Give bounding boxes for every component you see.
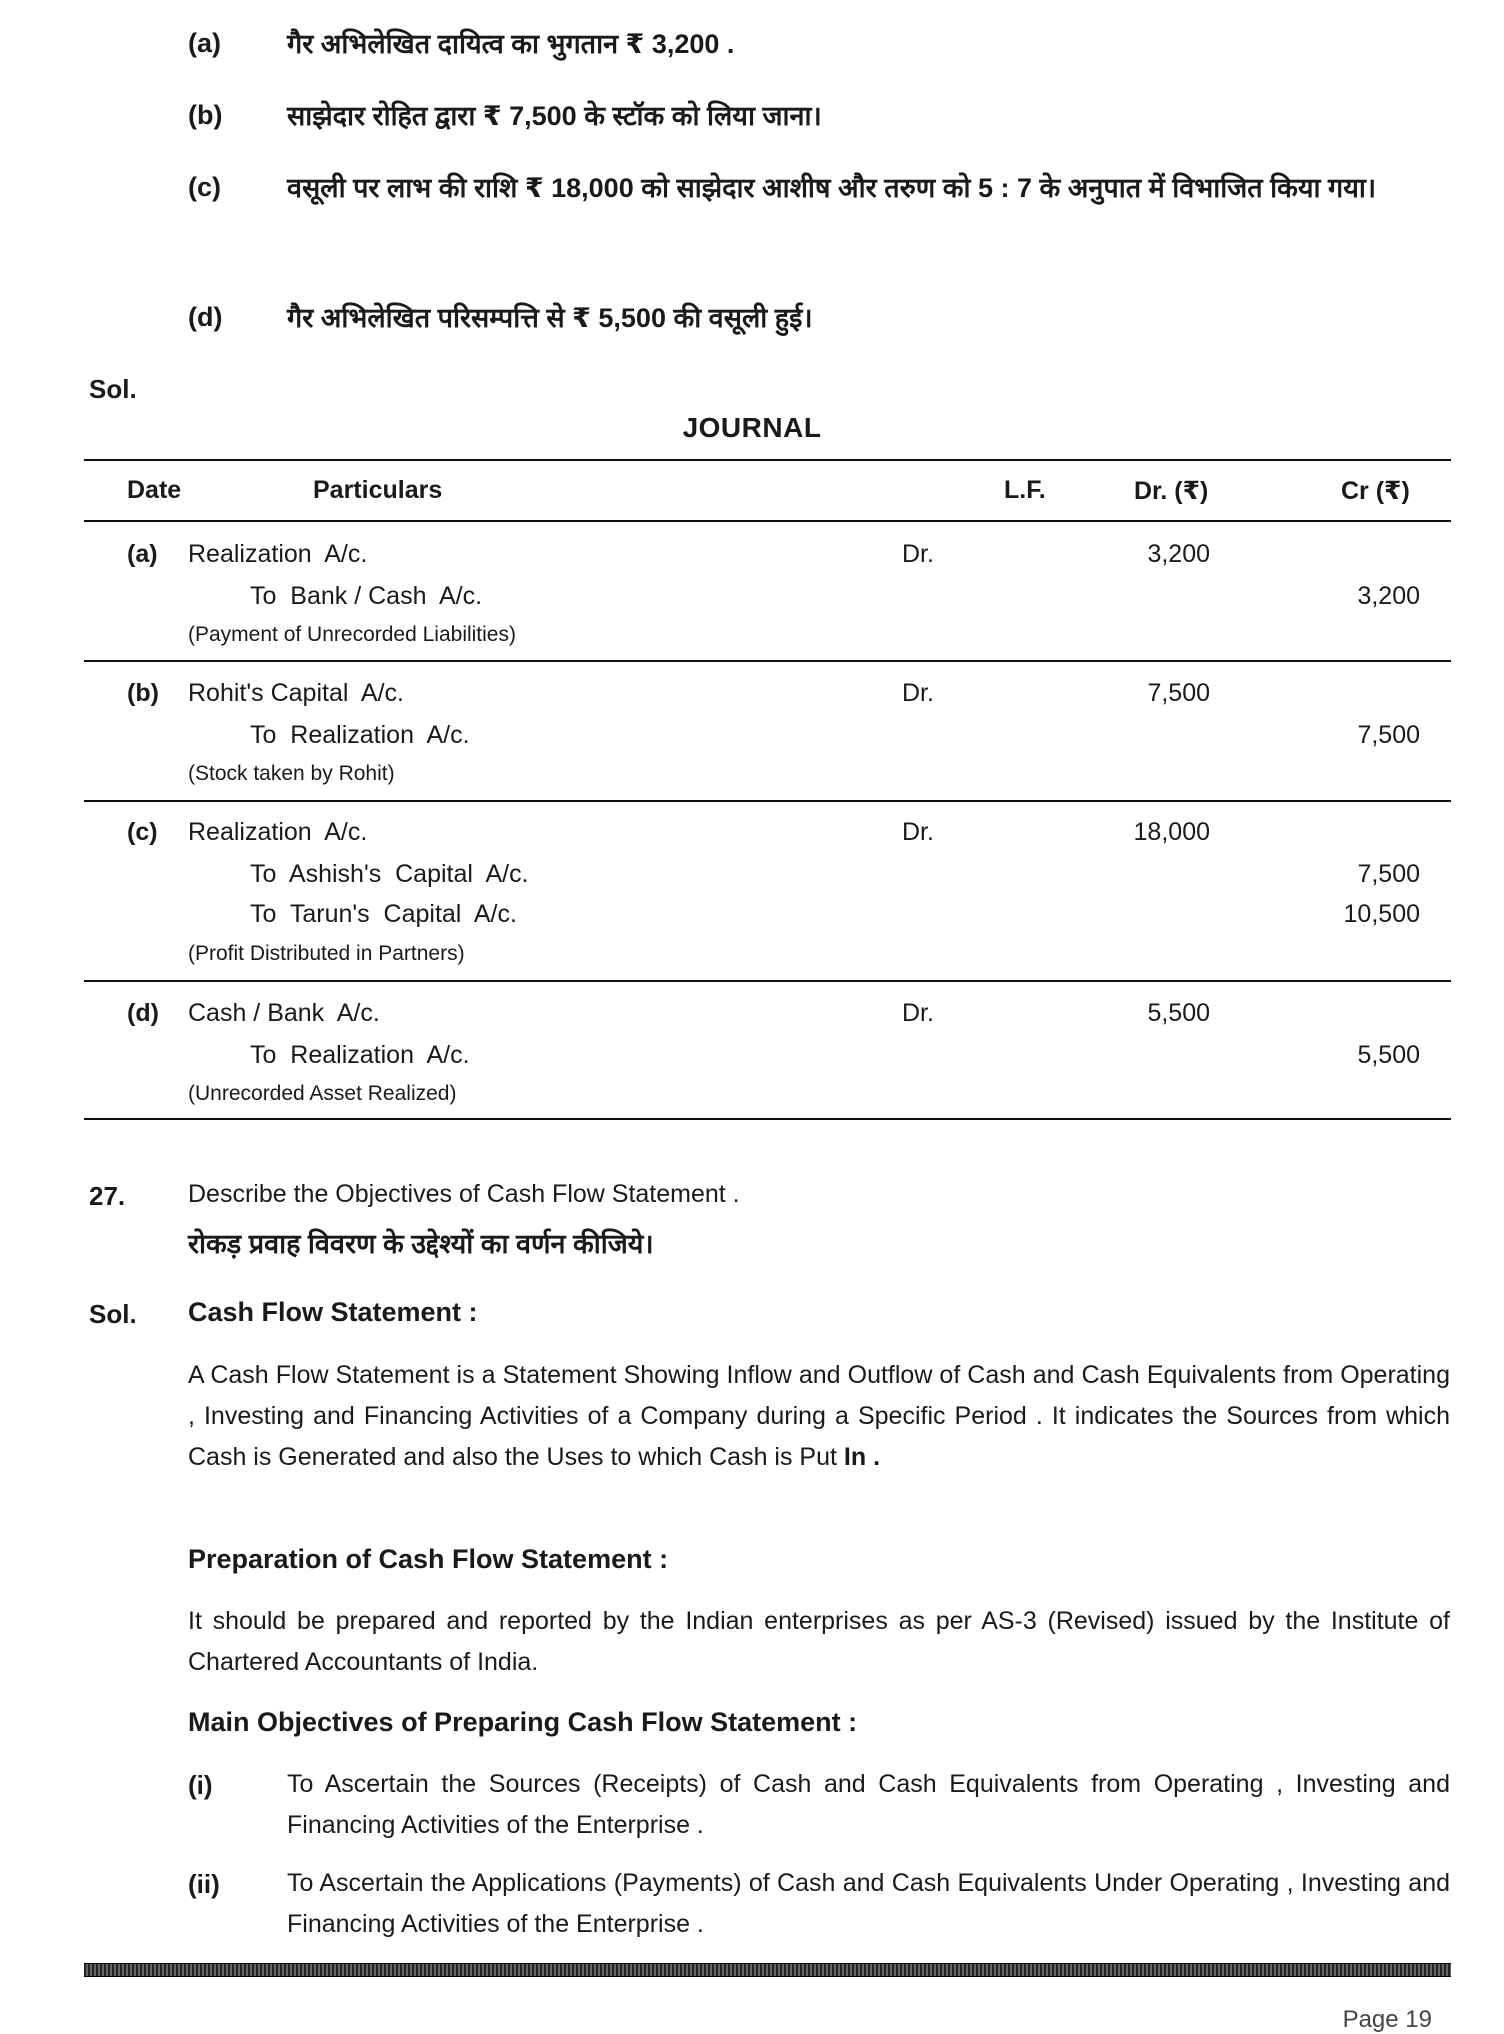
dr-marker: Dr.	[902, 679, 934, 707]
question-number: 27.	[89, 1181, 126, 1211]
narration: (Payment of Unrecorded Liabilities)	[188, 623, 516, 646]
narration: (Profit Distributed in Partners)	[188, 942, 465, 965]
item-text: गैर अभिलेखित परिसम्पत्ति से ₹ 5,500 की वसूली हुई।	[287, 303, 813, 333]
journal-title: JOURNAL	[682, 412, 822, 443]
question-hindi: रोकड़ प्रवाह विवरण के उद्देश्यों का वर्णन कीजिये।	[188, 1229, 654, 1259]
cr-amount: 5,500	[1357, 1041, 1420, 1069]
credit-account: To Tarun's Capital A/c.	[250, 900, 517, 928]
item-label: (c)	[188, 172, 221, 202]
preparation-paragraph: It should be prepared and reported by the Indian enterprises as per AS-3 (Revised) issued by the Institute of Chartered Accountants of India.	[188, 1607, 1450, 1676]
sol-label: Sol.	[89, 374, 137, 404]
dr-marker: Dr.	[902, 999, 934, 1027]
dr-marker: Dr.	[902, 540, 934, 568]
row-rule	[84, 660, 1451, 662]
debit-account: Rohit's Capital A/c.	[188, 679, 404, 707]
header-dr: Dr. (₹)	[1134, 477, 1209, 505]
cr-amount: 10,500	[1343, 900, 1420, 928]
item-label: (b)	[188, 100, 223, 130]
header-date: Date	[127, 476, 182, 504]
preparation-heading: Preparation of Cash Flow Statement :	[188, 1544, 669, 1574]
paragraph-bold-end: In .	[843, 1443, 881, 1471]
objective-label: (i)	[188, 1770, 213, 1800]
cr-amount: 3,200	[1357, 582, 1420, 610]
entry-letter: (a)	[127, 540, 158, 568]
item-text: वसूली पर लाभ की राशि ₹ 18,000 को साझेदार आशीष और तरुण को 5 : 7 के अनुपात में विभाजित किया गया।	[287, 173, 1377, 203]
debit-account: Realization A/c.	[188, 540, 368, 568]
debit-account: Cash / Bank A/c.	[188, 999, 380, 1027]
objective-text: To Ascertain the Sources (Receipts) of Cash and Cash Equivalents from Operating , Investing and Financing Activities of the Enterprise .	[287, 1770, 1450, 1839]
row-rule	[84, 800, 1451, 802]
entry-letter: (d)	[127, 999, 159, 1027]
row-rule	[84, 980, 1451, 982]
objective-label: (ii)	[188, 1869, 220, 1899]
credit-account: To Realization A/c.	[250, 1041, 470, 1069]
cash-flow-heading: Cash Flow Statement :	[188, 1297, 478, 1327]
dr-amount: 3,200	[1147, 540, 1210, 568]
objective-text: To Ascertain the Applications (Payments) of Cash and Cash Equivalents Under Operating , Investing and Financing Activities of the Enterprise .	[287, 1869, 1450, 1938]
item-label: (a)	[188, 28, 221, 58]
cash-flow-paragraph	[188, 1355, 1450, 1478]
dr-marker: Dr.	[902, 818, 934, 846]
item-text: साझेदार रोहित द्वारा ₹ 7,500 के स्टॉक को लिया जाना।	[287, 101, 822, 131]
footer-rule	[84, 1963, 1451, 1977]
dr-amount: 7,500	[1147, 679, 1210, 707]
paragraph-text: A Cash Flow Statement is a Statement Showing Inflow and Outflow of Cash and Cash Equivalents from Operating , Investing and Financing Activities of a Company during a Specific Period . It indicates the Sources from which Cash is Generated and also the Uses to which Cash is Put	[188, 1361, 1450, 1471]
credit-account: To Bank / Cash A/c.	[250, 582, 483, 610]
cr-amount: 7,500	[1357, 860, 1420, 888]
dr-amount: 18,000	[1133, 818, 1210, 846]
question-english: Describe the Objectives of Cash Flow Statement .	[188, 1180, 740, 1208]
credit-account: To Realization A/c.	[250, 721, 470, 749]
table-top-rule	[84, 459, 1451, 461]
header-lf: L.F.	[1004, 476, 1046, 504]
debit-account: Realization A/c.	[188, 818, 368, 846]
entry-letter: (b)	[127, 679, 159, 707]
narration: (Stock taken by Rohit)	[188, 762, 395, 785]
sol-label: Sol.	[89, 1299, 137, 1329]
table-bottom-rule	[84, 1118, 1451, 1120]
dr-amount: 5,500	[1147, 999, 1210, 1027]
header-rule	[84, 520, 1451, 522]
objectives-heading: Main Objectives of Preparing Cash Flow Statement :	[188, 1707, 858, 1737]
narration: (Unrecorded Asset Realized)	[188, 1082, 457, 1105]
item-text: गैर अभिलेखित दायित्व का भुगतान ₹ 3,200 .	[287, 29, 735, 59]
header-cr: Cr (₹)	[1341, 477, 1410, 505]
page-number: Page 19	[1342, 2006, 1432, 2033]
item-label: (d)	[188, 302, 223, 332]
entry-letter: (c)	[127, 818, 158, 846]
credit-account: To Ashish's Capital A/c.	[250, 860, 529, 888]
cr-amount: 7,500	[1357, 721, 1420, 749]
header-particulars: Particulars	[313, 476, 443, 504]
